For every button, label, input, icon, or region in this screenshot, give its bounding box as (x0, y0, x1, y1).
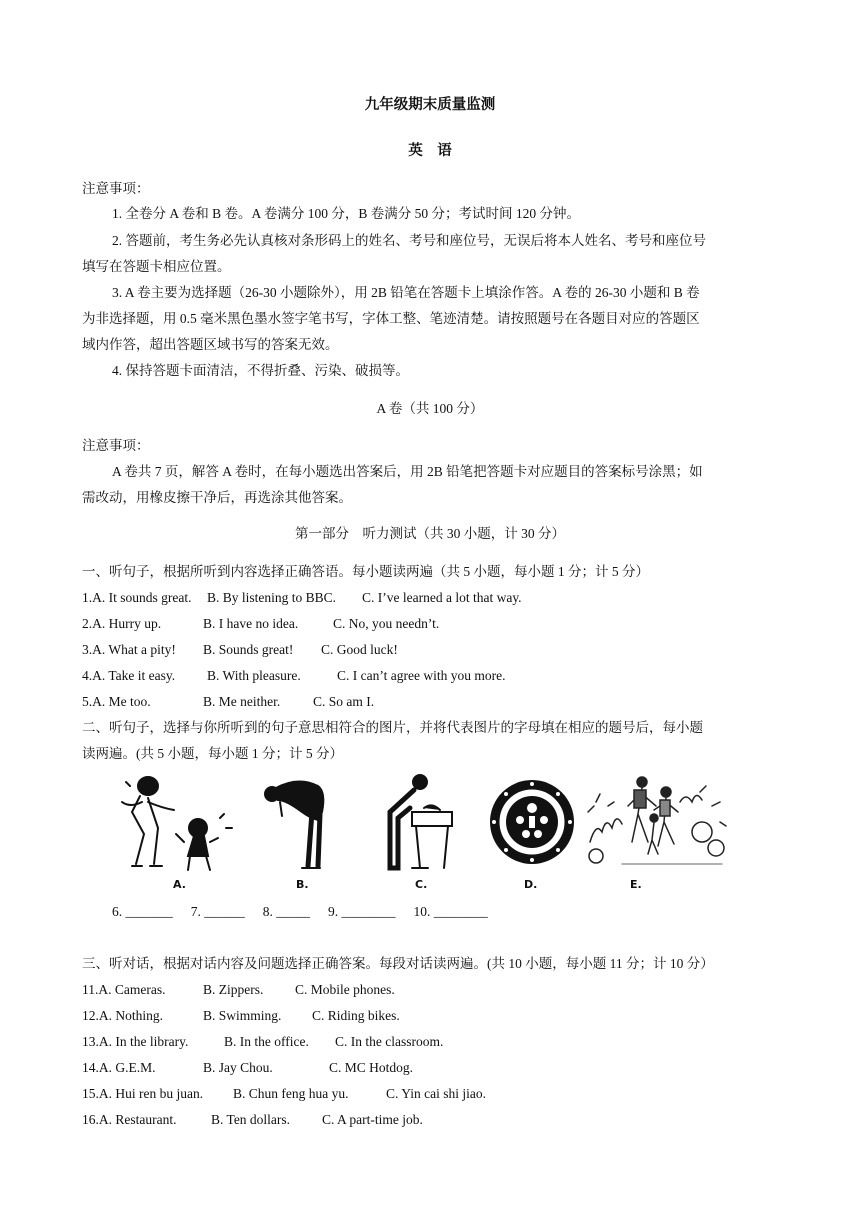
q13-option-c: C. In the classroom. (335, 1034, 444, 1049)
blank-8[interactable]: 8. _____ (262, 904, 310, 919)
q15-option-b: B. Chun feng hua yu. (233, 1086, 349, 1101)
q14-option-b: B. Jay Chou. (203, 1060, 273, 1075)
q14-option-c: C. MC Hotdog. (329, 1060, 414, 1075)
picture-c-student-desk (380, 772, 460, 876)
notice-item-3-line-2: 为非选择题，用 0.5 毫米黑色墨水签字笔书写，字体工整、笔迹清楚。请按照题号在各题目对应的答题区 (82, 311, 700, 326)
volume-a-notice-line-1: A 卷共 7 页，解答 A 卷时，在每小题选出答案后，用 2B 铅笔把答题卡对应题目的答案标号涂黑；如 (112, 464, 703, 479)
q1-option-c: C. I’ve learned a lot that way. (362, 590, 522, 605)
q14-option-a: 14.A. G.E.M. (82, 1060, 156, 1075)
q3-option-c: C. Good luck! (321, 642, 398, 657)
q2-option-b: B. I have no idea. (203, 616, 299, 631)
notice-item-3-line-1: 3. A 卷主要为选择题（26-30 小题除外），用 2B 铅笔在答题卡上填涂作答。A 卷的 26-30 小题和 B 卷 (112, 285, 700, 300)
q15-option-a: 15.A. Hui ren bu juan. (82, 1086, 204, 1101)
q5-option-a: 5.A. Me too. (82, 694, 151, 709)
q12-option-c: C. Riding bikes. (312, 1008, 400, 1023)
notice-item-1: 1. 全卷分 A 卷和 B 卷。A 卷满分 100 分，B 卷满分 50 分；考试时间 120 分钟。 (112, 206, 581, 221)
question-3 (82, 641, 398, 659)
subject-title: 英 语 (408, 143, 452, 159)
picture-label-a: A. (173, 878, 186, 891)
question-2 (82, 615, 439, 633)
q16-option-c: C. A part-time job. (322, 1112, 423, 1127)
q16-option-a: 16.A. Restaurant. (82, 1112, 177, 1127)
q12-option-a: 12.A. Nothing. (82, 1008, 163, 1023)
question-5 (82, 693, 374, 711)
picture-a-teacher-scolding-child (118, 772, 238, 876)
picture-e-family-walking-in-nature (582, 772, 732, 872)
picture-label-b: B. (296, 878, 309, 891)
q2-option-a: 2.A. Hurry up. (82, 616, 162, 631)
q12-option-b: B. Swimming. (203, 1008, 282, 1023)
q2-option-c: C. No, you needn’t. (333, 616, 440, 631)
question-13 (82, 1033, 443, 1051)
q15-option-c: C. Yin cai shi jiao. (386, 1086, 486, 1101)
part1-title: 第一部分 听力测试（共 30 小题，计 30 分） (295, 526, 565, 541)
q13-option-a: 13.A. In the library. (82, 1034, 189, 1049)
notice-item-3-line-3: 域内作答，超出答题区域书写的答案无效。 (82, 337, 339, 352)
q5-option-c: C. So am I. (313, 694, 375, 709)
question-15 (82, 1085, 486, 1103)
q3-option-b: B. Sounds great! (203, 642, 294, 657)
section3-instruction: 三、听对话，根据对话内容及问题选择正确答案。每段对话读两遍。(共 10 小题，每小题 11 分；计 10 分） (82, 956, 714, 971)
section2-instruction-line-1: 二、听句子，选择与你所听到的句子意思相符合的图片，并将代表图片的字母填在相应的题号后，每小题 (82, 720, 703, 735)
q3-option-a: 3.A. What a pity! (82, 642, 176, 657)
question-14 (82, 1059, 413, 1077)
q4-option-b: B. With pleasure. (207, 668, 301, 683)
notice-item-2-line-2: 填写在答题卡相应位置。 (82, 259, 231, 274)
blank-7[interactable]: 7. ______ (190, 904, 245, 919)
q1-option-a: 1.A. It sounds great. (82, 590, 192, 605)
volume-a-title: A 卷（共 100 分） (376, 401, 484, 416)
notice-item-4: 4. 保持答题卡面清洁，不得折叠、污染、破损等。 (112, 363, 409, 378)
section1-instruction: 一、听句子，根据所听到内容选择正确答语。每小题读两遍（共 5 小题，每小题 1 分；计 5 分） (82, 564, 649, 579)
section2-instruction-line-2: 读两遍。(共 5 小题，每小题 1 分；计 5 分） (82, 746, 343, 761)
picture-label-d: D. (524, 878, 538, 891)
q11-option-a: 11.A. Cameras. (82, 982, 166, 997)
question-11 (82, 981, 395, 999)
picture-b-person-bowing (262, 772, 342, 876)
blank-9[interactable]: 9. ________ (328, 904, 396, 919)
volume-a-notice-line-2: 需改动，用橡皮擦干净后，再选涂其他答案。 (82, 490, 352, 505)
exam-title: 九年级期末质量监测 (364, 97, 496, 113)
q11-option-b: B. Zippers. (203, 982, 264, 997)
q1-option-b: B. By listening to BBC. (207, 590, 337, 605)
picture-label-e: E. (630, 878, 642, 891)
question-16 (82, 1111, 423, 1129)
q13-option-b: B. In the office. (224, 1034, 309, 1049)
question-4 (82, 667, 505, 685)
volume-a-notice-heading: 注意事项： (82, 438, 150, 453)
question-1 (82, 589, 522, 607)
q4-option-a: 4.A. Take it easy. (82, 668, 176, 683)
section2-answer-blanks (112, 903, 506, 921)
picture-d-paper-cut-ornament (488, 772, 576, 872)
notice-heading: 注意事项： (82, 181, 150, 196)
question-12 (82, 1007, 400, 1025)
blank-6[interactable]: 6. _______ (112, 904, 173, 919)
q5-option-b: B. Me neither. (203, 694, 281, 709)
blank-10[interactable]: 10. ________ (413, 904, 488, 919)
picture-label-c: C. (415, 878, 428, 891)
notice-item-2-line-1: 2. 答题前，考生务必先认真核对条形码上的姓名、考号和座位号，无误后将本人姓名、考号和座位号 (112, 233, 706, 248)
q11-option-c: C. Mobile phones. (295, 982, 395, 997)
q16-option-b: B. Ten dollars. (211, 1112, 291, 1127)
q4-option-c: C. I can’t agree with you more. (337, 668, 506, 683)
